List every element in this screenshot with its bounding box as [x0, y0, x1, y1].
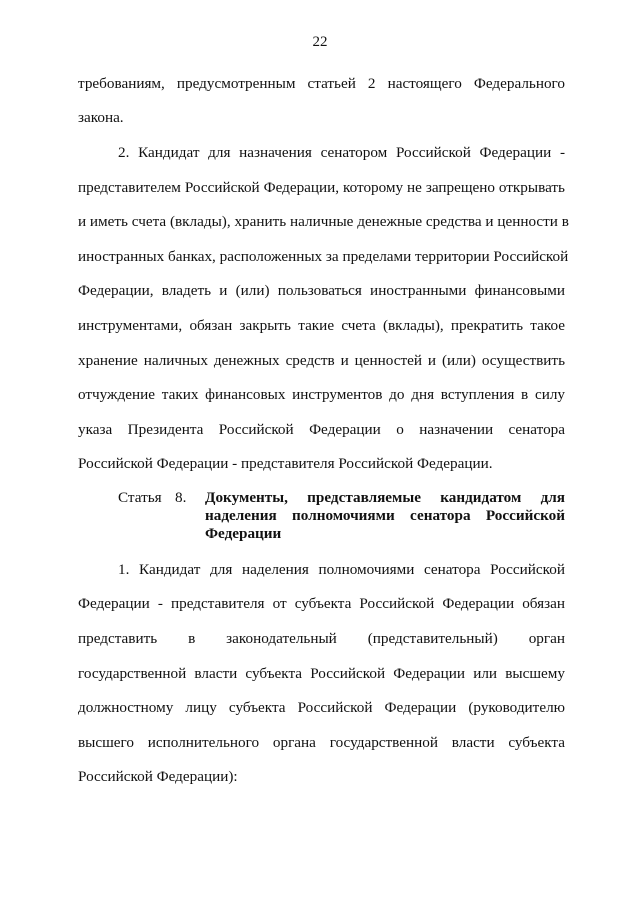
paragraph-line: Федерации, владеть и (или) пользоваться иностранными финансовыми: [78, 282, 565, 299]
article-title-line: Федерации: [205, 525, 282, 542]
article-title-line: наделения полномочиями сенатора Российской: [205, 507, 565, 524]
paragraph-line: инструментами, обязан закрыть такие счета (вклады), прекратить такое: [78, 317, 565, 334]
paragraph-line: высшего исполнительного органа государственной власти субъекта: [78, 734, 565, 751]
paragraph-line: Федерации - представителя от субъекта Российской Федерации обязан: [78, 595, 565, 612]
paragraph-line: требованиям, предусмотренным статьей 2 настоящего Федерального: [78, 75, 565, 92]
paragraph-line: представителем Российской Федерации, которому не запрещено открывать: [78, 179, 565, 196]
paragraph-line: Российской Федерации):: [78, 768, 238, 785]
paragraph-line: 2. Кандидат для назначения сенатором Российской Федерации -: [118, 144, 565, 161]
page-number: 22: [312, 34, 328, 50]
paragraph-line: указа Президента Российской Федерации о назначении сенатора: [78, 421, 565, 438]
paragraph-line: Российской Федерации - представителя Российской Федерации.: [78, 455, 493, 472]
paragraph-line: должностному лицу субъекта Российской Федерации (руководителю: [78, 699, 565, 716]
paragraph-line: закона.: [78, 109, 124, 126]
paragraph-line: представить в законодательный (представительный) орган: [78, 630, 565, 647]
article-label: Статья: [118, 489, 162, 506]
article-number: 8.: [175, 489, 187, 506]
paragraph-line: хранение наличных денежных средств и ценностей и (или) осуществить: [78, 352, 565, 369]
paragraph-line: иностранных банках, расположенных за пределами территории Российской: [78, 248, 569, 265]
paragraph-line: и иметь счета (вклады), хранить наличные денежные средства и ценности в: [78, 213, 569, 230]
article-title-line: Документы, представляемые кандидатом для: [205, 489, 565, 506]
paragraph-line: государственной власти субъекта Российской Федерации или высшему: [78, 665, 565, 682]
paragraph-line: 1. Кандидат для наделения полномочиями сенатора Российской: [118, 561, 565, 578]
paragraph-line: отчуждение таких финансовых инструментов до дня вступления в силу: [78, 386, 565, 403]
